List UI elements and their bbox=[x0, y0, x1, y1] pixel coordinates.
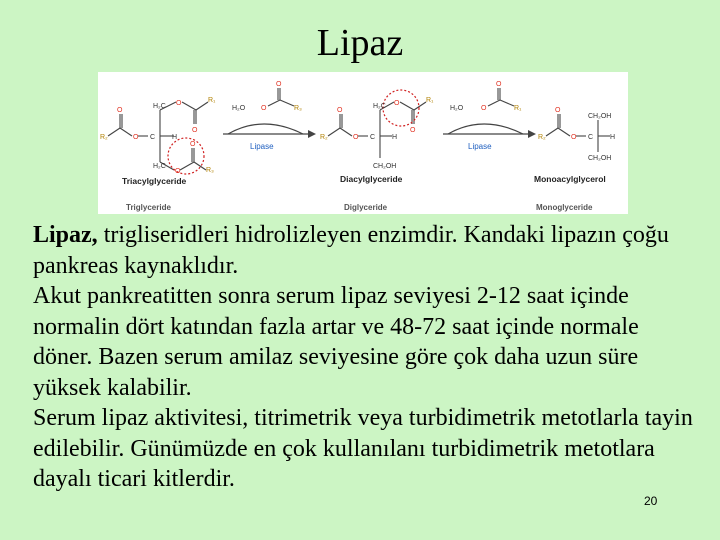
body-text bbox=[33, 220, 693, 495]
svg-text:R₁: R₁ bbox=[426, 97, 434, 104]
svg-text:O: O bbox=[261, 105, 267, 112]
water-label: H₂O bbox=[232, 105, 246, 112]
page-number: 20 bbox=[644, 494, 658, 508]
triacylglyceride-structure bbox=[108, 102, 208, 170]
svg-text:CH₂OH: CH₂OH bbox=[373, 163, 397, 170]
svg-text:H₂C: H₂C bbox=[373, 103, 386, 110]
svg-text:R₃: R₃ bbox=[206, 167, 214, 174]
svg-text:O: O bbox=[571, 134, 577, 141]
cleavage-site-marker bbox=[168, 138, 204, 174]
svg-text:H: H bbox=[172, 134, 178, 141]
definition-text: trigliseridleri hidrolizleyen enzimdir. Kandaki lipazın çoğu pankreas kaynaklıdır. bbox=[33, 222, 669, 279]
svg-text:O: O bbox=[190, 141, 196, 148]
paragraph-definition bbox=[33, 220, 693, 281]
svg-text:O: O bbox=[481, 105, 487, 112]
svg-text:R₂: R₂ bbox=[538, 134, 546, 141]
triglyceride-label: Triglyceride bbox=[126, 203, 171, 212]
monoacylglycerol-label: Monoacylglycerol bbox=[534, 174, 606, 184]
lipase-label: Lipase bbox=[250, 142, 274, 151]
diacylglyceride-label: Diacylglyceride bbox=[340, 174, 403, 184]
svg-text:H₂C: H₂C bbox=[153, 163, 166, 170]
svg-text:O: O bbox=[276, 81, 282, 88]
svg-text:O: O bbox=[133, 134, 139, 141]
svg-text:C: C bbox=[150, 134, 156, 141]
svg-text:R₂: R₂ bbox=[100, 134, 108, 141]
paragraph-methods: Serum lipaz aktivitesi, titrimetrik veya turbidimetrik metotlarla tayin edilebilir. Günümüzde en çok kullanılanı turbidimetrik metotlara dayalı ticari kitlerdir. bbox=[33, 405, 693, 492]
svg-text:O: O bbox=[555, 107, 561, 114]
svg-text:R₁: R₁ bbox=[208, 97, 216, 104]
svg-text:CH₂OH: CH₂OH bbox=[588, 113, 612, 120]
svg-text:H: H bbox=[392, 134, 398, 141]
svg-text:O: O bbox=[394, 100, 400, 107]
svg-text:O: O bbox=[353, 134, 359, 141]
lipase-reaction-diagram bbox=[98, 72, 628, 214]
svg-text:O: O bbox=[410, 127, 416, 134]
svg-text:H₂C: H₂C bbox=[153, 103, 166, 110]
reaction-arrow-2 bbox=[443, 81, 536, 151]
term-lipaz: Lipaz, bbox=[33, 222, 98, 248]
svg-text:R₃: R₃ bbox=[294, 105, 302, 112]
svg-text:CH₂OH: CH₂OH bbox=[588, 155, 612, 162]
svg-text:C: C bbox=[588, 134, 594, 141]
monoglyceride-label: Monoglyceride bbox=[536, 203, 593, 212]
svg-text:H: H bbox=[610, 134, 616, 141]
svg-text:R₂: R₂ bbox=[320, 134, 328, 141]
diglyceride-label: Diglyceride bbox=[344, 203, 388, 212]
lipase-label: Lipase bbox=[468, 142, 492, 151]
svg-text:C: C bbox=[370, 134, 376, 141]
svg-text:O: O bbox=[175, 168, 181, 175]
svg-text:O: O bbox=[192, 127, 198, 134]
svg-text:O: O bbox=[337, 107, 343, 114]
reaction-arrow-1 bbox=[223, 81, 316, 151]
svg-text:O: O bbox=[117, 107, 123, 114]
paragraph-clinical: Akut pankreatitten sonra serum lipaz seviyesi 2-12 saat içinde normalin dört katından fazla artar ve 48-72 saat içinde normale döner. Bazen serum amilaz seviyesine göre çok daha uzun süre yüksek kalabilir. bbox=[33, 283, 639, 401]
svg-text:O: O bbox=[176, 100, 182, 107]
water-label: H₂O bbox=[450, 105, 464, 112]
svg-text:R₁: R₁ bbox=[514, 105, 522, 112]
svg-text:O: O bbox=[496, 81, 502, 88]
slide-title: Lipaz bbox=[316, 22, 404, 64]
triacylglyceride-label: Triacylglyceride bbox=[122, 176, 187, 186]
